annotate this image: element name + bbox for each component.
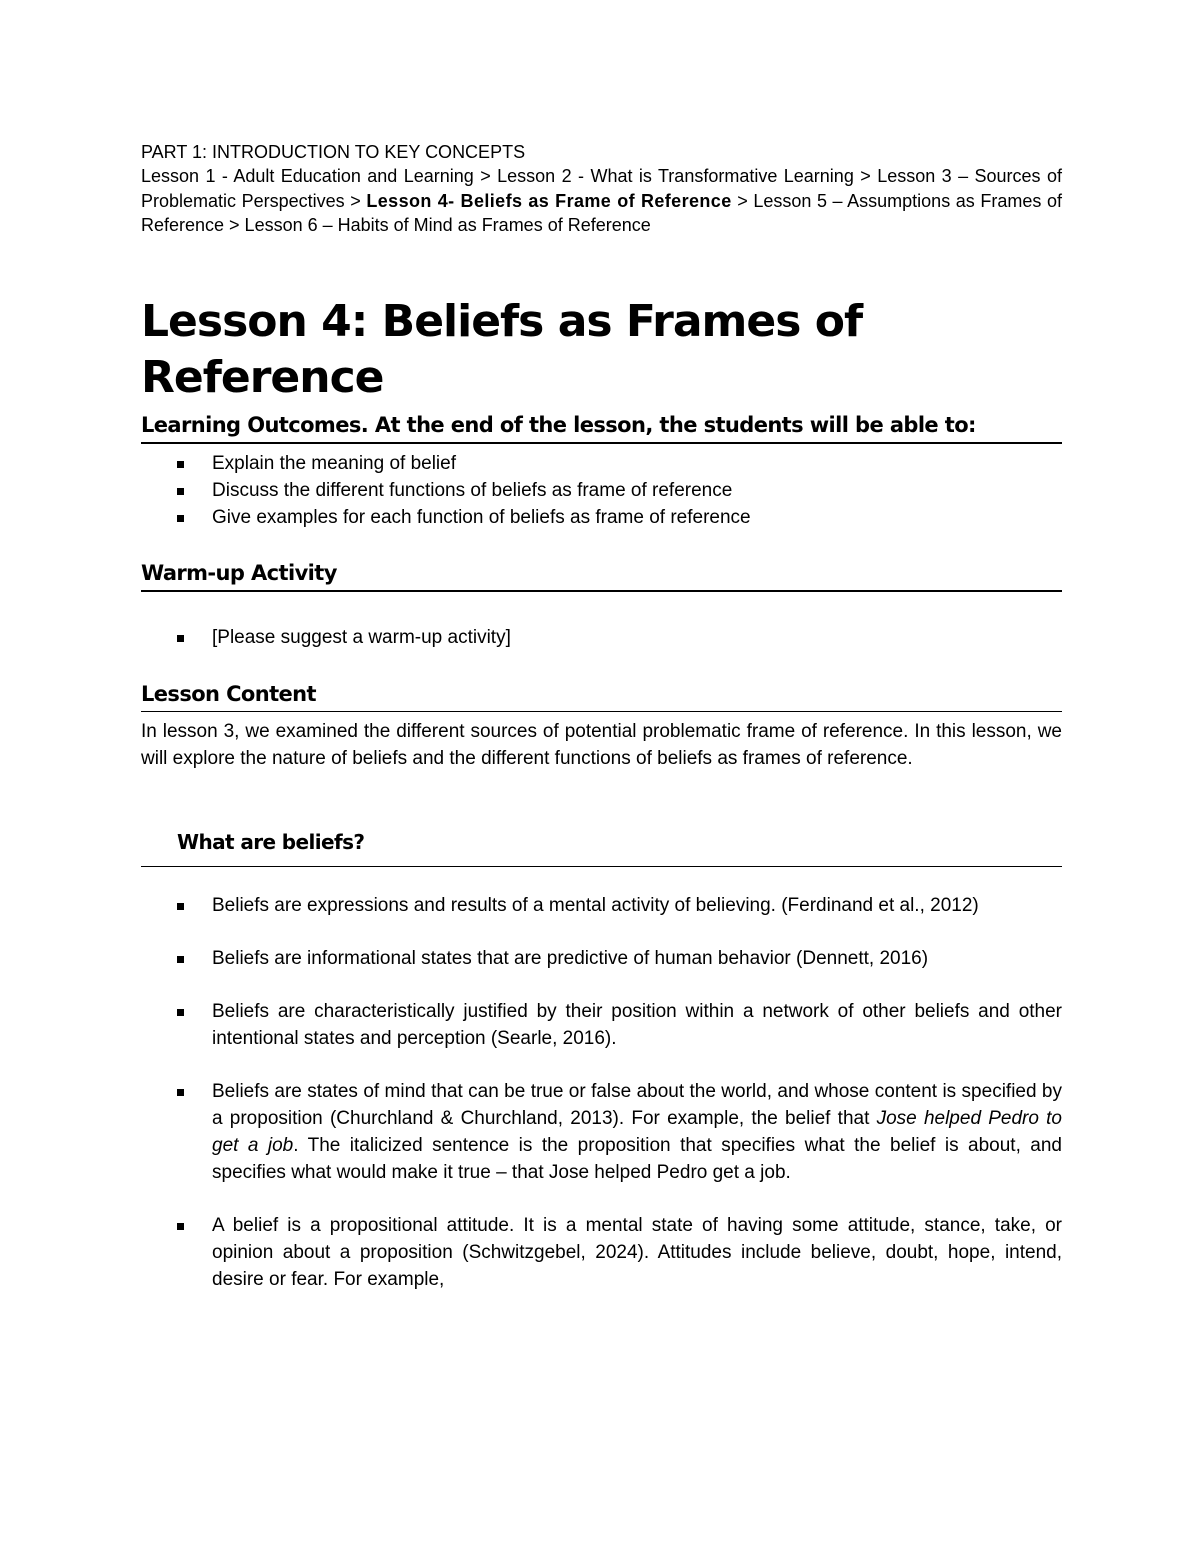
breadcrumb-before: Lesson 1 - Adult Education and Learning > Lesson 2 - What is Transformative Learning > Lesson 3 – Sources of Problematic Perspectives > (141, 166, 1062, 211)
list-item: Beliefs are expressions and results of a mental activity of believing. (Ferdinand et al., 2012) (141, 892, 1062, 919)
breadcrumb-after: > Lesson 5 – Assumptions as Frames of Reference > Lesson 6 – Habits of Mind as Frames of Reference (141, 190, 1062, 235)
bullet-icon (177, 1089, 184, 1096)
bullet-icon (177, 461, 184, 468)
italic-proposition: Jose helped Pedro to get a job (212, 1108, 1062, 1156)
list-item: Beliefs are states of mind that can be true or false about the world, and whose content is specified by a proposition (Churchland & Churchland, 2013). For example, the belief that Jose helped Pedro to get a job. The italicized sentence is the proposition that specifies what the belief is about, and specifies what would make it true – that Jose helped Pedro get a job. (141, 1078, 1062, 1186)
list-item: A belief is a propositional attitude. It is a mental state of having some attitude, stance, take, or opinion about a proposition (Schwitzgebel, 2024). Attitudes include believe, doubt, hope, intend, desire or fear. For example, (141, 1212, 1062, 1293)
bullet-icon (177, 515, 184, 522)
list-item: Beliefs are characteristically justified by their position within a network of other beliefs and other intentional states and perception (Searle, 2016). (141, 998, 1062, 1052)
learning-outcomes-list (141, 450, 1062, 531)
bullet-icon (177, 956, 184, 963)
list-item: Give examples for each function of beliefs as frame of reference (141, 504, 1062, 531)
lesson-intro-paragraph: In lesson 3, we examined the different sources of potential problematic frame of reference. In this lesson, we will explore the nature of beliefs and the different functions of beliefs as frames of reference. (141, 721, 1062, 769)
page-title: Lesson 4: Beliefs as Frames of Reference (141, 296, 863, 403)
list-item: [Please suggest a warm-up activity] (141, 624, 1062, 651)
warmup-heading: Warm-up Activity (141, 559, 1062, 592)
breadcrumb-current: Lesson 4- Beliefs as Frame of Reference (366, 190, 732, 211)
bullet-icon (177, 488, 184, 495)
bullet-icon (177, 1223, 184, 1230)
beliefs-definitions-list (141, 892, 1062, 1319)
what-are-beliefs-heading: What are beliefs? (141, 828, 1062, 867)
bullet-icon (177, 903, 184, 910)
learning-outcomes-heading: Learning Outcomes. At the end of the lesson, the students will be able to: (141, 411, 1062, 444)
bullet-icon (177, 1009, 184, 1016)
warmup-list (141, 624, 1062, 651)
part-title: PART 1: INTRODUCTION TO KEY CONCEPTS (141, 142, 526, 162)
list-item: Explain the meaning of belief (141, 450, 1062, 477)
lesson-content-heading: Lesson Content (141, 680, 1062, 712)
bullet-icon (177, 635, 184, 642)
breadcrumb (141, 164, 1062, 238)
document-page (141, 140, 1062, 1290)
list-item: Discuss the different functions of beliefs as frame of reference (141, 477, 1062, 504)
list-item: Beliefs are informational states that are predictive of human behavior (Dennett, 2016) (141, 945, 1062, 972)
